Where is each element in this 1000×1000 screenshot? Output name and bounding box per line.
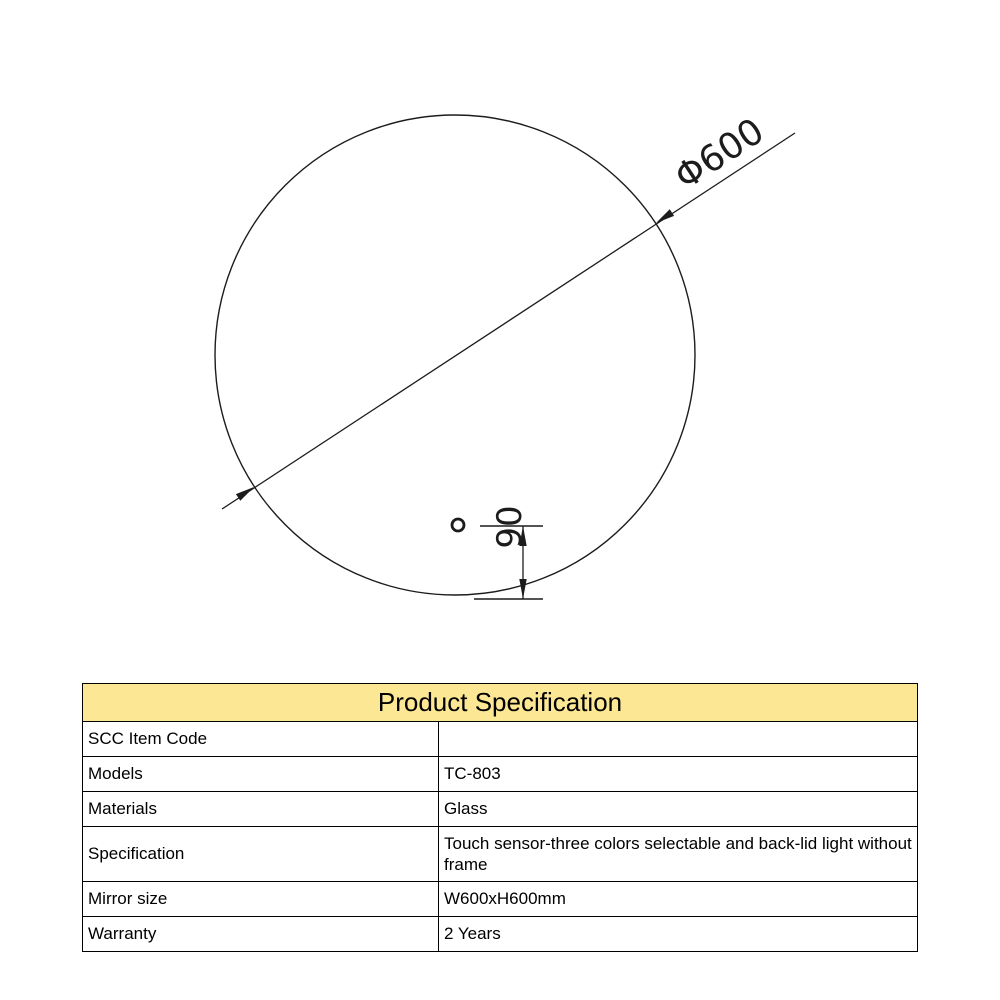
row-value-cell: Touch sensor-three colors selectable and back-lid light without frame <box>439 827 918 882</box>
table-row <box>83 882 918 917</box>
diameter-dimension-line <box>222 133 795 509</box>
row-value-cell: TC-803 <box>439 757 918 792</box>
diameter-arrow-upper <box>656 209 674 223</box>
spec-table <box>82 683 918 952</box>
row-label-cell: Mirror size <box>83 882 439 917</box>
row-label-cell: Models <box>83 757 439 792</box>
spec-table-header-row <box>83 684 918 722</box>
diameter-label: Φ600 <box>667 110 772 199</box>
table-row <box>83 792 918 827</box>
row-value-cell: Glass <box>439 792 918 827</box>
row-value-cell: 2 Years <box>439 917 918 952</box>
offset-label: 90 <box>490 505 530 549</box>
row-value-cell: W600xH600mm <box>439 882 918 917</box>
row-label-cell: Specification <box>83 827 439 882</box>
sensor-dot <box>452 519 464 531</box>
table-row <box>83 722 918 757</box>
table-row <box>83 827 918 882</box>
row-value-cell <box>439 722 918 757</box>
row-label-cell: Materials <box>83 792 439 827</box>
row-label-cell: SCC Item Code <box>83 722 439 757</box>
table-row <box>83 917 918 952</box>
offset-arrow-down <box>519 579 526 599</box>
row-label-cell: Warranty <box>83 917 439 952</box>
table-row <box>83 757 918 792</box>
spec-table-title: Product Specification <box>83 684 918 722</box>
